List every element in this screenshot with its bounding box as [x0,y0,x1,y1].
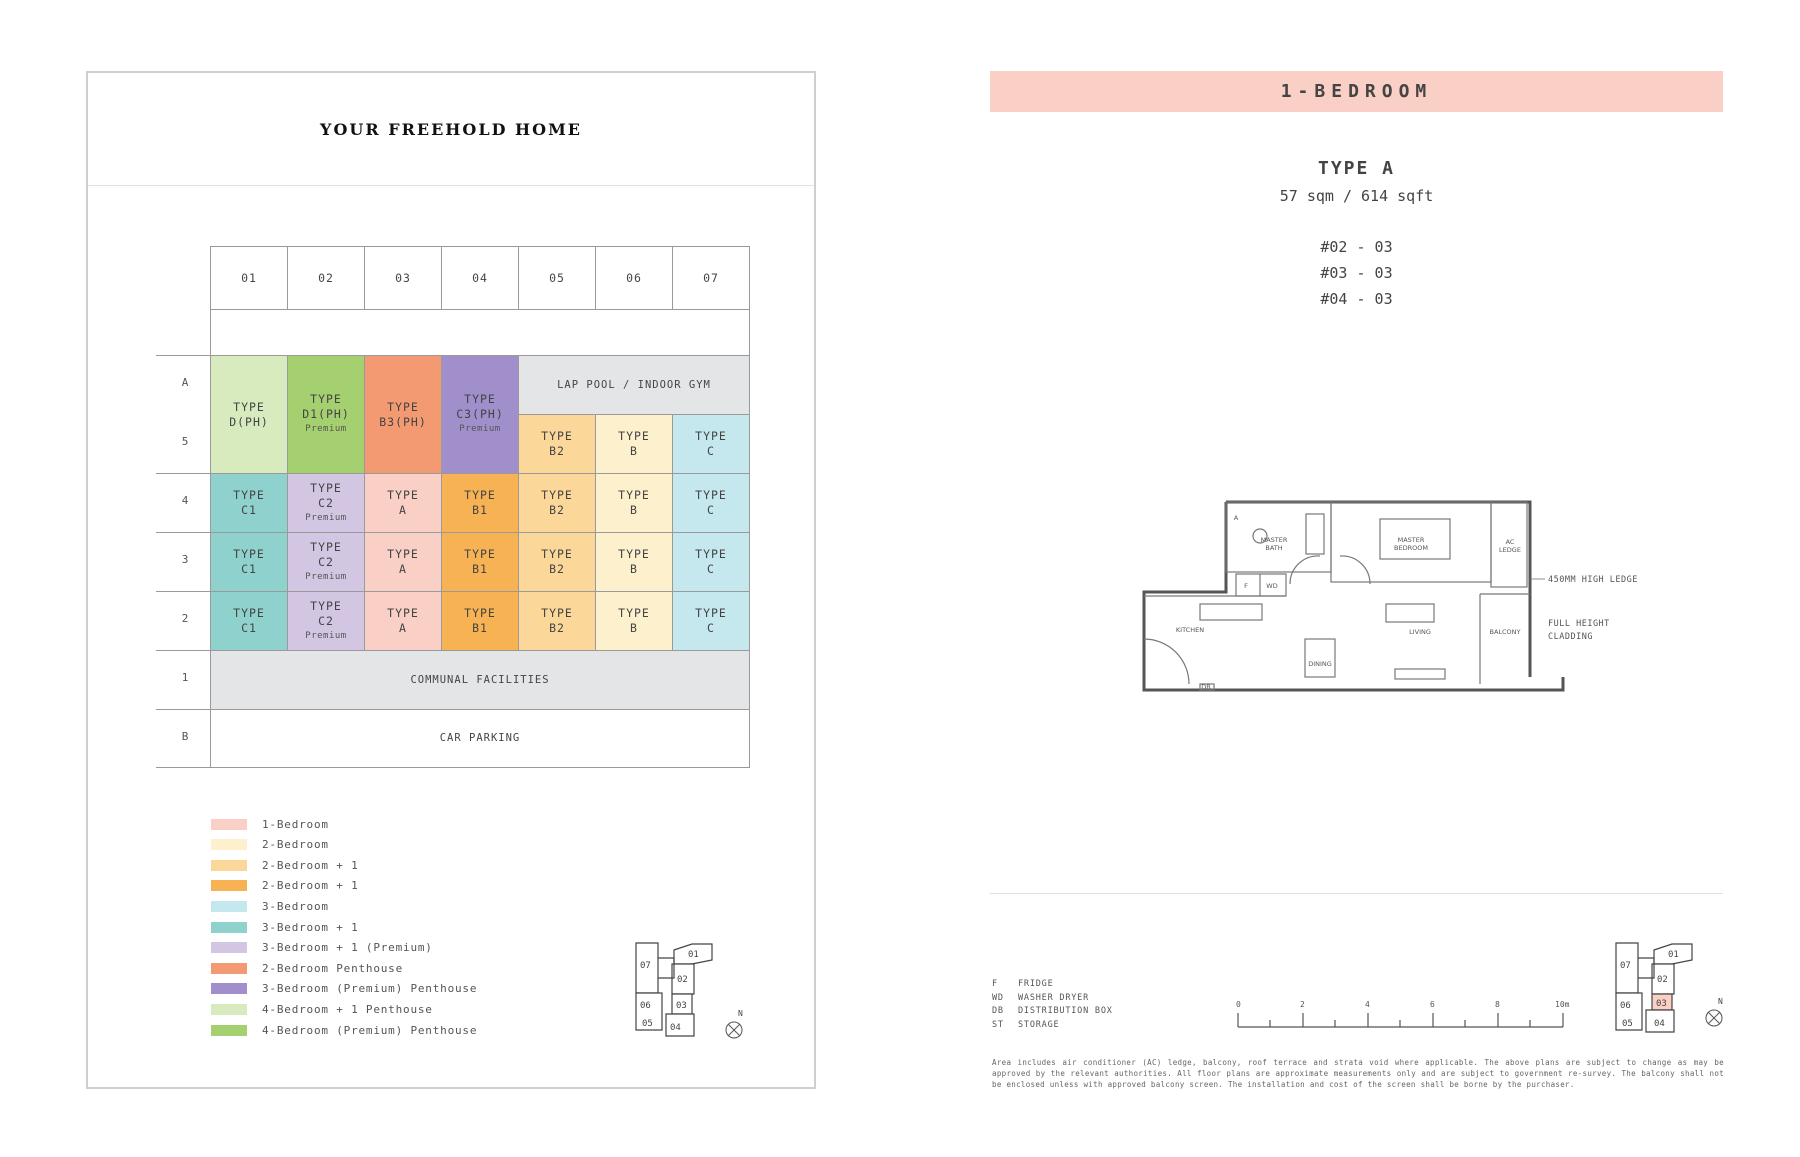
legend-item [211,858,359,872]
legend-item [211,899,329,913]
unit-cell [672,473,750,533]
dining-table [1305,639,1335,677]
unit-type-label: TYPE [541,429,573,443]
unit-type-label: TYPE [618,606,650,620]
keyplan-label: 04 [1654,1019,1665,1029]
room-label: KITCHEN [1175,626,1205,634]
keyplan-label: 07 [640,961,651,971]
legend-item [211,920,359,934]
room-label: DB [1201,683,1211,691]
abbreviation-value: WASHER DRYER [1018,992,1090,1003]
legend-label: 3-Bedroom + 1 [262,920,359,934]
unit-type-label: TYPE [464,606,496,620]
unit-type-label: TYPE [618,429,650,443]
unit-type-label: TYPE [695,547,727,561]
door-swing [1340,556,1370,584]
premium-tag: Premium [305,630,347,641]
legend-swatch [211,942,247,953]
north-label: N [738,1009,743,1018]
unit-type-code: C2 [318,554,334,569]
unit-keyplan [1610,938,1730,1040]
section-divider [990,893,1723,894]
unit-type-label: TYPE [310,539,342,554]
unit-cell [210,532,288,592]
row-divider [156,591,210,592]
unit-type-code: B1 [472,621,488,635]
row-divider [156,709,210,710]
unit-type-code: C1 [241,503,257,517]
unit-type-code: B [630,562,638,576]
stack-col-07: 07 [672,246,750,310]
premium-tag: Premium [305,571,347,582]
unit-type-label: TYPE [233,399,265,414]
site-keyplan [630,938,750,1040]
unit-cell [441,532,519,592]
legend-swatch [211,983,247,994]
unit-cell [364,532,442,592]
abbreviation-item [992,979,1054,989]
unit-type-code: A [399,562,407,576]
premium-tag: Premium [459,424,501,434]
legend-item [211,961,403,975]
legend-item [211,982,477,996]
stack-col-04: 04 [441,246,519,310]
unit-type-code: C2 [318,613,334,628]
unit-type-title: TYPE A [1317,158,1396,179]
keyplan-label: 05 [642,1019,653,1029]
legend-item [211,817,329,831]
unit-type-code: C1 [241,562,257,576]
unit-type-label: TYPE [618,547,650,561]
legend-item [211,1023,477,1037]
legend-swatch [211,860,247,871]
unit-type-code: B1 [472,503,488,517]
car-parking-cell: CAR PARKING [210,709,750,768]
lap-pool-cell: LAP POOL / INDOOR GYM [518,355,750,415]
stack-col-05: 05 [518,246,596,310]
unit-type-label: TYPE [464,392,496,406]
unit-type-code: A [399,503,407,517]
unit-type-label: TYPE [618,488,650,502]
unit-cell [210,355,288,474]
door-swing [1290,556,1320,584]
keyplan-label: 02 [1657,975,1668,985]
legend-label: 2-Bedroom + 1 [262,879,359,893]
ledge-note: 450MM HIGH LEDGE [1548,575,1638,585]
abbreviation-key: F [992,979,998,989]
unit-cell [210,473,288,533]
wardrobe [1306,514,1324,554]
unit-cell [518,532,596,592]
legend-swatch [211,880,247,891]
kitchen-counter [1200,604,1262,620]
unit-category-header: 1-BEDROOM [990,71,1723,112]
unit-type-code: B1 [472,562,488,576]
unit-type-code: B2 [549,444,565,458]
unit-type-code: B3(PH) [379,414,427,429]
unit-type-label: TYPE [695,429,727,443]
unit-type-label: TYPE [387,399,419,414]
legend-label: 2-Bedroom + 1 [262,858,359,872]
unit-type-label: TYPE [695,606,727,620]
cladding-note-2: CLADDING [1548,632,1593,642]
unit-type-label: TYPE [541,606,573,620]
keyplan-label: 03 [676,1001,687,1011]
premium-tag: Premium [305,512,347,523]
legend-item [211,838,329,852]
legend-label: 2-Bedroom [262,838,329,852]
row-divider [156,767,210,768]
legend-label: 3-Bedroom (Premium) Penthouse [262,982,478,996]
room-label: DINING [1308,660,1332,668]
scale-label: 0 [1236,1000,1241,1009]
unit-cell [595,414,673,474]
keyplan-label: 05 [1622,1019,1633,1029]
unit-cell [364,591,442,651]
room-label: BALCONY [1489,628,1521,636]
stack-col-06: 06 [595,246,673,310]
unit-area: 57 sqm / 614 sqft [1279,187,1434,205]
unit-type-code: C [707,503,715,517]
row-divider [156,473,210,474]
disclaimer-text: Area includes air conditioner (AC) ledge, balcony, roof terrace and strata void where applicable. The above plans are subject to change as may be approved by the relevant authorities. All floor plans are approximate measurements only and are subject to government re-survey. The balcony shall not be enclosed unless with approved balcony screen. The installation and cost of the screen shall be borne by the purchaser. [992,1058,1724,1089]
unit-type-code: B2 [549,562,565,576]
legend-label: 1-Bedroom [262,817,329,831]
unit-type-label: TYPE [387,488,419,502]
unit-cell [672,414,750,474]
legend-swatch [211,901,247,912]
premium-tag: Premium [305,424,347,434]
unit-cell [364,355,442,474]
keyplan-label: 06 [1620,1001,1631,1011]
unit-type-code: C [707,562,715,576]
room-label: MASTER BEDROOM [1394,536,1428,552]
abbreviation-key: DB [992,1006,1004,1016]
tv-console-furniture [1395,669,1445,679]
unit-cell [441,591,519,651]
stack-col-03: 03 [364,246,442,310]
keyplan-label: 07 [1620,961,1631,971]
unit-cell [441,473,519,533]
unit-cell [287,532,365,592]
keyplan-label: 02 [677,975,688,985]
unit-type-label: TYPE [541,488,573,502]
unit-cell [518,591,596,651]
legend-swatch [211,1025,247,1036]
row-label-2: 2 [181,612,189,625]
row-label-4: 4 [181,494,189,507]
scale-label: 6 [1430,1000,1435,1009]
row-divider [156,532,210,533]
unit-type-label: TYPE [310,480,342,495]
unit-type-code: C1 [241,621,257,635]
legend-swatch [211,1004,247,1015]
abbreviation-key: WD [992,992,1004,1003]
scale-label: 2 [1300,1000,1305,1009]
row-label-1: 1 [181,671,189,684]
unit-type-code: D(PH) [229,414,269,429]
row-label-3: 3 [181,553,189,566]
room-label: F [1244,582,1248,590]
row-label-a: A [181,376,189,389]
stack-col-02: 02 [287,246,365,310]
unit-type-label: TYPE [310,598,342,613]
unit-number: #04 - 03 [1320,290,1393,308]
row-label-b: B [181,730,189,743]
abbreviation-value: DISTRIBUTION BOX [1018,1006,1113,1016]
legend-swatch [211,922,247,933]
legend-item [211,941,433,955]
unit-number: #03 - 03 [1320,264,1393,282]
unit-type-code: C3(PH) [456,407,504,421]
unit-cell [672,591,750,651]
unit-type-code: A [399,621,407,635]
unit-type-label: TYPE [310,392,342,406]
legend-label: 3-Bedroom + 1 (Premium) [262,941,433,955]
row-divider [156,355,210,356]
unit-cell [595,591,673,651]
abbreviation-item [992,1006,1113,1016]
keyplan-label: 04 [670,1023,681,1033]
room-label: A [1233,514,1239,522]
panel-title: YOUR FREEHOLD HOME [88,73,814,186]
unit-cell [287,591,365,651]
legend-item [211,879,359,893]
unit-type-code: B2 [549,621,565,635]
scale-label: 8 [1495,1000,1500,1009]
stack-col-01: 01 [210,246,288,310]
unit-type-code: C [707,444,715,458]
unit-type-code: B [630,621,638,635]
unit-cell [441,355,519,474]
abbreviation-value: FRIDGE [1018,979,1054,989]
unit-cell [364,473,442,533]
stack-spacer-row [210,309,750,356]
row-divider [156,650,210,651]
legend-label: 3-Bedroom [262,899,329,913]
unit-type-label: TYPE [233,606,265,620]
scale-label: 4 [1365,1000,1370,1009]
entry-door-swing [1144,639,1189,684]
unit-cell [210,591,288,651]
legend-label: 4-Bedroom (Premium) Penthouse [262,1023,478,1037]
room-label: AC LEDGE [1499,538,1521,554]
keyplan-label: 06 [640,1001,651,1011]
cladding-note-1: FULL HEIGHT [1548,619,1610,629]
legend-swatch [211,839,247,850]
unit-cell [287,473,365,533]
abbreviation-item [992,993,1089,1003]
unit-type-code: D1(PH) [302,407,350,421]
sofa-furniture [1386,604,1434,622]
unit-cell [595,532,673,592]
unit-type-label: TYPE [464,547,496,561]
unit-type-label: TYPE [233,488,265,502]
legend-label: 2-Bedroom Penthouse [262,961,404,975]
unit-cell [518,473,596,533]
keyplan-label: 01 [1668,950,1679,960]
room-label: LIVING [1409,628,1431,636]
room-label: MASTER BATH [1260,536,1288,552]
unit-cell [595,473,673,533]
unit-type-label: TYPE [464,488,496,502]
unit-number: #02 - 03 [1320,238,1393,256]
unit-cell [287,355,365,474]
row-label-5: 5 [181,435,189,448]
unit-type-code: B [630,444,638,458]
abbreviation-item [992,1020,1059,1030]
unit-type-label: TYPE [695,488,727,502]
legend-swatch [211,963,247,974]
scale-bar-graphic [1236,1003,1570,1029]
unit-cell [672,532,750,592]
unit-type-code: B2 [549,503,565,517]
unit-type-code: C [707,621,715,635]
unit-cell [518,414,596,474]
keyplan-label: 03 [1656,999,1667,1009]
floor-plan-drawing [1140,494,1570,694]
unit-type-label: TYPE [233,547,265,561]
legend-item [211,1002,433,1016]
unit-type-label: TYPE [387,606,419,620]
unit-type-label: TYPE [387,547,419,561]
unit-type-code: B [630,503,638,517]
legend-label: 4-Bedroom + 1 Penthouse [262,1002,433,1016]
room-label: WD [1266,582,1278,590]
unit-type-code: C2 [318,495,334,510]
unit-type-label: TYPE [541,547,573,561]
north-label: N [1718,997,1723,1006]
legend-swatch [211,819,247,830]
keyplan-label: 01 [688,950,699,960]
abbreviation-value: STORAGE [1018,1019,1060,1030]
scale-label: 10m [1555,1000,1570,1009]
abbreviation-key: ST [992,1019,1004,1030]
communal-facilities-cell: COMMUNAL FACILITIES [210,650,750,710]
